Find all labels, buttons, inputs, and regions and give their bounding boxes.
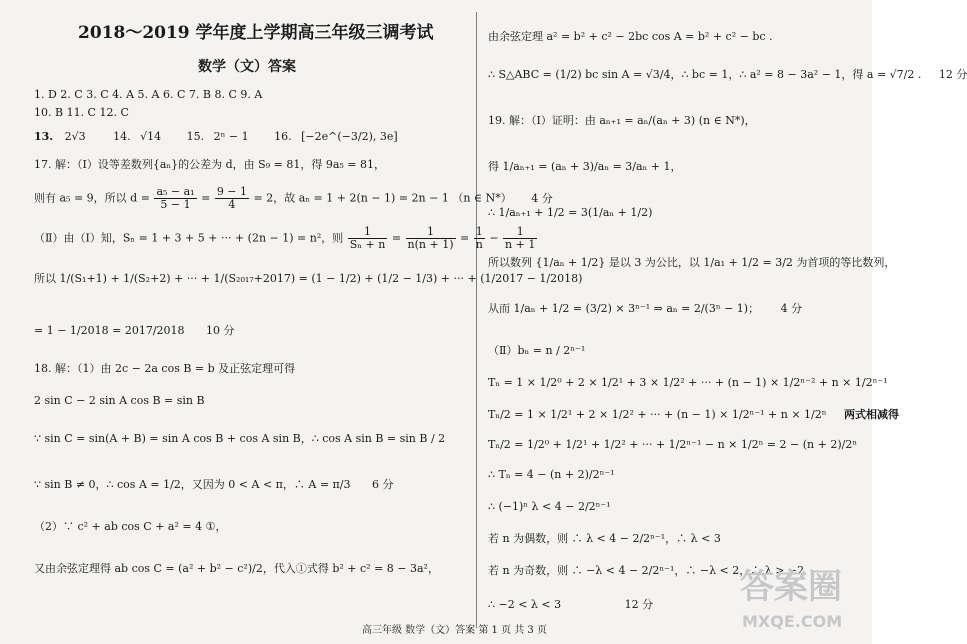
q18-part1-score: 6 分: [371, 478, 394, 491]
q17-part2-line2: 所以 1/(S₁+1) + 1/(S₂+2) + ··· + 1/(S₂₀₁₇+2017) = (1 − 1/2) + (1/2 − 1/3) + ··· + (1/2017 − 1/2018): [34, 272, 583, 285]
q19-line5: [488, 302, 802, 316]
q17-part2-score: 10 分: [206, 324, 235, 337]
page-title: 2018～2019 学年度上学期高三年级三调考试: [78, 23, 434, 43]
q19-part2-line3: [488, 408, 899, 422]
q19-general-term: 从而 1/aₙ + 1/2 = (3/2) × 3ⁿ⁻¹ ⇒ aₙ = 2/(3ⁿ − 1)；: [488, 302, 760, 315]
q19-part2-line7: 若 n 为偶数，则 ∴ λ < 4 − 2/2ⁿ⁻¹，∴ λ < 3: [488, 532, 721, 545]
q18-line2: 2 sin C − 2 sin A cos B = sin B: [34, 394, 205, 407]
q16-number: 16.: [274, 130, 292, 143]
q13-answer: 2√3: [64, 130, 86, 143]
q17-part2-line3: [34, 324, 235, 338]
q17-d-value-fraction: $\frac{9 - 1}{4}$: [216, 185, 248, 211]
q19-subtract-note: 两式相减得: [844, 408, 900, 421]
q18-cosA: ∵ sin B ≠ 0，∴ cos A = 1/2，又因为 0 < A < π，∴ A = π/3: [34, 478, 351, 491]
q18-part2-score: 12 分: [938, 68, 967, 81]
q18-part2-line1: （2）∵ c² + ab cos C + a² = 4 ①，: [34, 520, 227, 533]
q19-lambda-range: ∴ −2 < λ < 3: [488, 598, 562, 611]
q18-cont-line2: [488, 68, 967, 82]
q16-answer: [−2e^(−3/2), 3e]: [301, 130, 398, 143]
mc-answers-row-1: 1. D 2. C 3. C 4. A 5. A 6. C 7. B 8. C 9. A: [34, 88, 263, 101]
q19-part1-score: 4 分: [780, 302, 803, 315]
q18-part2-line2: 又由余弦定理得 ab cos C = (a² + b² − c²)/2，代入①式得 b² + c² = 8 − 3a²，: [34, 562, 439, 575]
watermark-url-text: MXQE.COM: [742, 612, 843, 631]
q18-cont-line1: 由余弦定理 a² = b² + c² − 2bc cos A = b² + c² − bc .: [488, 30, 773, 43]
mc-answers-row-2: 10. B 11. C 12. C: [34, 106, 129, 119]
q13-number: 13.: [34, 130, 54, 143]
q19-line4: 所以数列 {1/aₙ + 1/2} 是以 3 为公比，以 1/a₁ + 1/2 = 3/2 为首项的等比数列，: [488, 256, 896, 269]
q18-line1: 18. 解：（1）由 2c − 2a cos B = b 及正弦定理可得: [34, 362, 296, 375]
q18-area-text: ∴ S△ABC = (1/2) bc sin A = √3/4，∴ bc = 1，∴ a² = 8 − 3a² − 1，得 a = √7/2 .: [488, 68, 922, 81]
q17-d-fraction: $\frac{\text{a₅ − a₁}}{5 - 1}$: [156, 185, 195, 211]
q19-half-T: Tₙ/2 = 1 × 1/2¹ + 2 × 1/2² + ··· + (n − 1) × 1/2ⁿ⁻¹ + n × 1/2ⁿ: [488, 408, 827, 421]
q17-line2-prefix: 则有 a₅ = 9，所以 d =: [34, 191, 150, 205]
q19-part2-line8: 若 n 为奇数，则 ∴ −λ < 4 − 2/2ⁿ⁻¹，∴ −λ < 2，∴ λ > −2: [488, 564, 805, 577]
q17-part2-line1: （Ⅱ）由（Ⅰ）知，Sₙ = 1 + 3 + 5 + ··· + (2n − 1) = n²，则 $\frac{1}{\text{Sₙ + n}}$ = $\frac{1}{n(n + 1)}$ = $\frac{1}{n}$ − $\frac{1}{n + 1}$: [34, 225, 536, 251]
q17-part1-line1: 17. 解：（Ⅰ）设等差数列{aₙ}的公差为 d，由 S₉ = 81，得 9a₅ = 81，: [34, 158, 386, 171]
watermark-logo-text: 答案圈: [740, 567, 842, 607]
q19-line2: 得 1/aₙ₊₁ = (aₙ + 3)/aₙ = 3/aₙ + 1，: [488, 160, 682, 173]
q19-part2-score: 12 分: [624, 598, 654, 611]
q19-part2-line1: （Ⅱ）bₙ = n / 2ⁿ⁻¹: [488, 344, 586, 357]
q17-part1-line2: 则有 a₅ = 9，所以 d = $\frac{\text{a₅ − a₁}}{5 - 1}$ = $\frac{9 - 1}{4}$ = 2，故 aₙ = 1 + 2(n − 1) = 2n − 1 （n ∈ N*） 4 分: [34, 185, 553, 211]
q19-part2-line4: Tₙ/2 = 1/2⁰ + 1/2¹ + 1/2² + ··· + 1/2ⁿ⁻¹ − n × 1/2ⁿ = 2 − (n + 2)/2ⁿ: [488, 438, 858, 451]
q19-part2-line5: ∴ Tₙ = 4 − (n + 2)/2ⁿ⁻¹: [488, 468, 615, 481]
q14-number: 14.: [113, 130, 131, 143]
q14-answer: √14: [140, 130, 162, 143]
page-subtitle: 数学（文）答案: [198, 59, 296, 75]
q19-line3: ∴ 1/aₙ₊₁ + 1/2 = 3(1/aₙ + 1/2): [488, 206, 653, 219]
q18-line4: [34, 478, 393, 492]
q19-line1: 19. 解：（Ⅰ）证明：由 aₙ₊₁ = aₙ/(aₙ + 3) (n ∈ N*)，: [488, 114, 756, 127]
q15-answer: 2ⁿ − 1: [213, 130, 249, 143]
q19-part2-line6: ∴ (−1)ⁿ λ < 4 − 2/2ⁿ⁻¹: [488, 500, 611, 513]
q15-number: 15.: [186, 130, 205, 143]
q17-part2-text: （Ⅱ）由（Ⅰ）知，Sₙ = 1 + 3 + 5 + ··· + (2n − 1) = n²，则: [34, 231, 344, 245]
q19-part2-line9: [488, 598, 653, 612]
q18-line3: ∵ sin C = sin(A + B) = sin A cos B + cos A sin B，∴ cos A sin B = sin B / 2: [34, 432, 446, 445]
q17-line2-suffix: = 2，故 aₙ = 1 + 2(n − 1) = 2n − 1 （n ∈ N*）: [253, 191, 512, 205]
column-divider: [476, 12, 477, 628]
q19-part2-line2: Tₙ = 1 × 1/2⁰ + 2 × 1/2¹ + 3 × 1/2² + ··· + (n − 1) × 1/2ⁿ⁻² + n × 1/2ⁿ⁻¹: [488, 376, 888, 389]
q17-part1-score: 4 分: [531, 191, 553, 205]
page-footer: 高三年级 数学（文）答案 第 1 页 共 3 页: [362, 625, 547, 636]
fill-in-answers: [34, 130, 398, 144]
q17-result: = 1 − 1/2018 = 2017/2018: [34, 324, 185, 337]
